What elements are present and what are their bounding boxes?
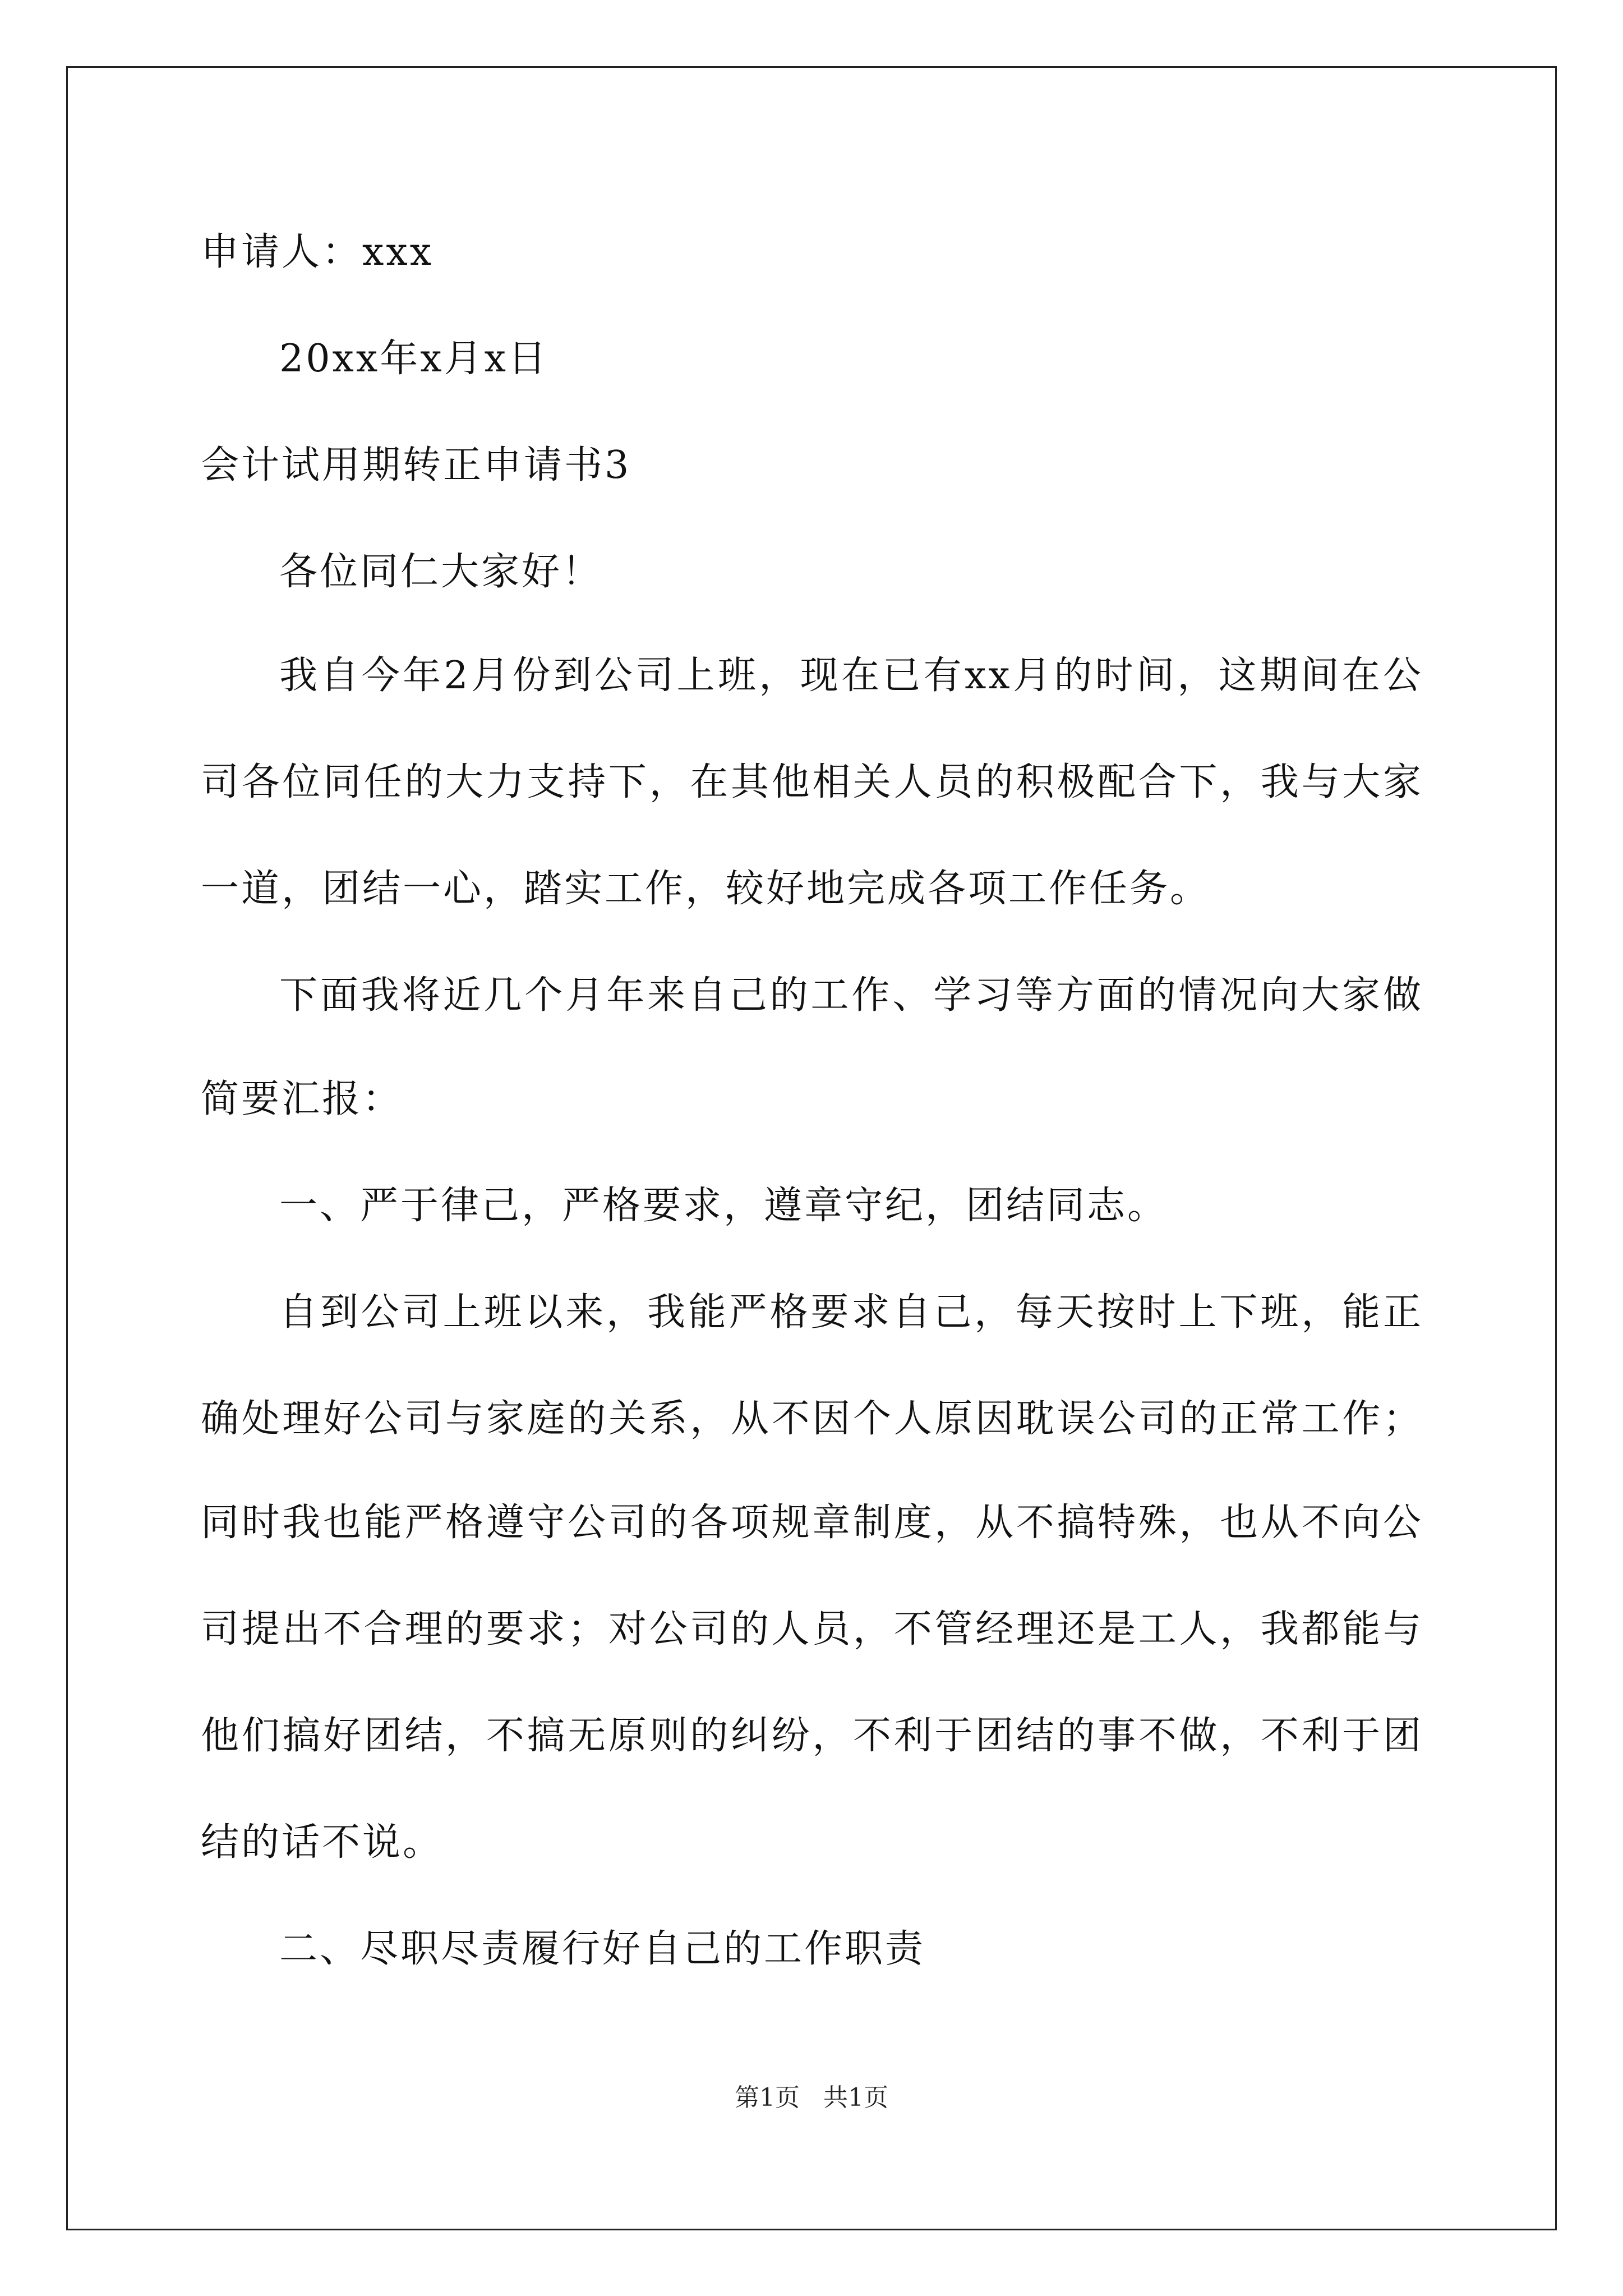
paragraph-line: 一道，团结一心，踏实工作，较好地完成各项工作任务。 xyxy=(201,867,1211,911)
paragraph-line: 自到公司上班以来，我能严格要求自己，每天按时上下班，能正 xyxy=(279,1290,1423,1335)
paragraph-line: 确处理好公司与家庭的关系，从不因个人原因耽误公司的正常工作； xyxy=(201,1397,1423,1441)
paragraph-line: 司提出不合理的要求；对公司的人员，不管经理还是工人，我都能与 xyxy=(201,1607,1423,1651)
date-line: 20xx年x月x日 xyxy=(279,337,548,381)
paragraph-line: 简要汇报： xyxy=(201,1077,403,1121)
greeting: 各位同仁大家好！ xyxy=(279,550,603,594)
page-number-footer: 第1页 共1页 xyxy=(735,2083,888,2112)
section-heading: 一、严于律己，严格要求，遵章守纪，团结同志。 xyxy=(279,1184,1168,1228)
paragraph-line: 同时我也能严格遵守公司的各项规章制度，从不搞特殊，也从不向公 xyxy=(201,1501,1423,1545)
document-title: 会计试用期转正申请书3 xyxy=(201,443,631,487)
paragraph-line: 司各位同任的大力支持下，在其他相关人员的积极配合下，我与大家 xyxy=(201,760,1423,804)
paragraph-line: 结的话不说。 xyxy=(201,1820,444,1865)
page-border xyxy=(66,66,1557,2230)
section-heading: 二、尽职尽责履行好自己的工作职责 xyxy=(279,1927,926,1971)
paragraph-line: 下面我将近几个月年来自己的工作、学习等方面的情况向大家做 xyxy=(279,973,1423,1018)
paragraph-line: 我自今年2月份到公司上班，现在已有xx月的时间，这期间在公 xyxy=(279,654,1423,698)
paragraph-line: 他们搞好团结，不搞无原则的纠纷，不利于团结的事不做，不利于团 xyxy=(201,1714,1423,1758)
applicant-line: 申请人：xxx xyxy=(201,230,434,274)
